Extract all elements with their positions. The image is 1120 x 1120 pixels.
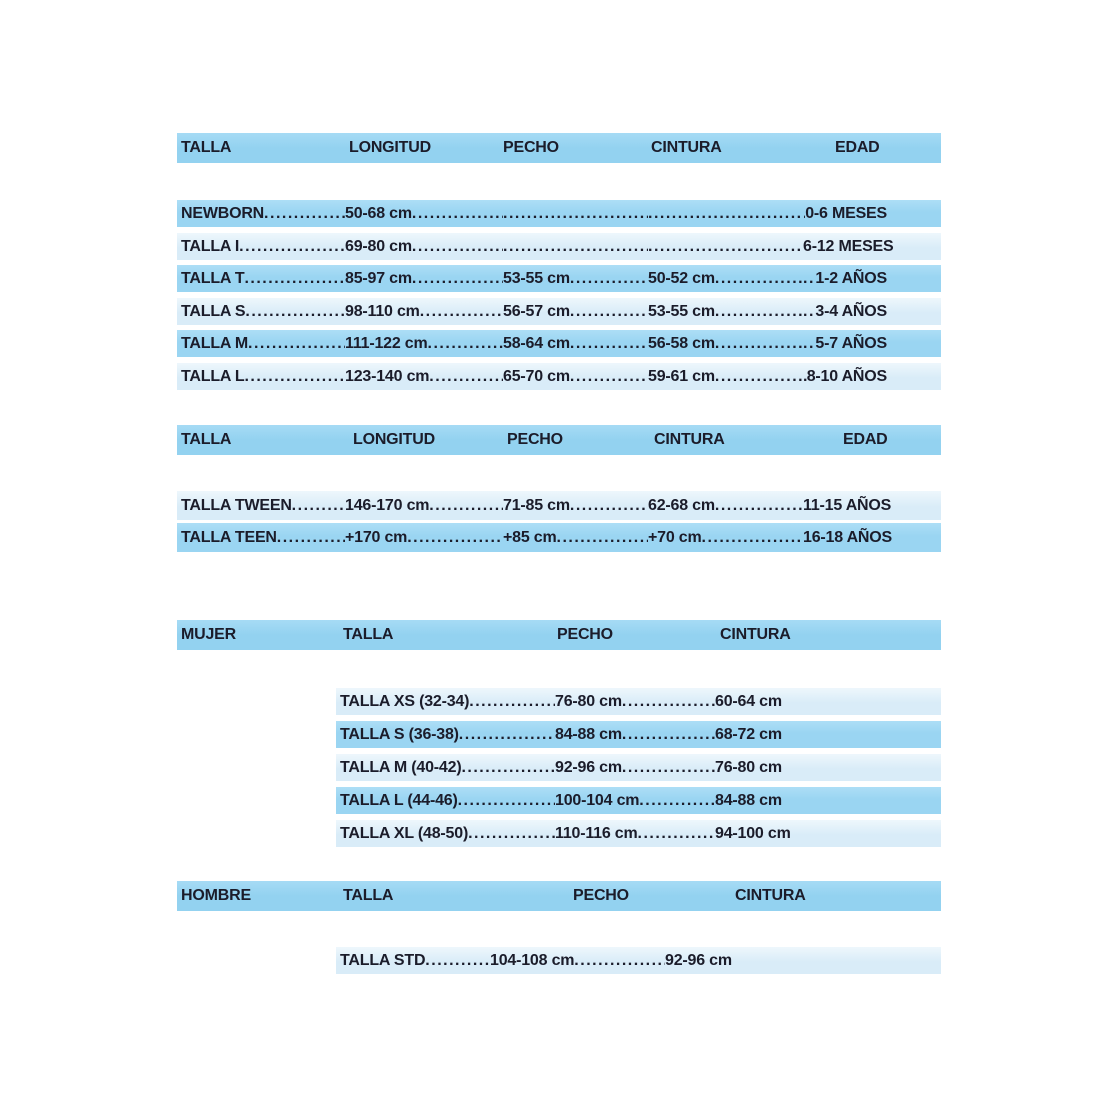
table-row	[177, 491, 941, 520]
cell-value: 0-6 MESES	[805, 205, 887, 222]
dot-leader	[264, 200, 345, 227]
cell-edad	[803, 298, 941, 325]
dot-leader	[468, 820, 555, 847]
cell-longitud	[345, 491, 503, 520]
cell-longitud	[345, 363, 503, 390]
cell-cintura	[715, 820, 941, 847]
cell-edad	[803, 200, 941, 227]
dot-leader	[557, 523, 648, 552]
cell-value: 65-70 cm	[503, 367, 570, 385]
table-row	[177, 200, 941, 227]
dot-leader	[570, 363, 648, 390]
cell-talla	[181, 523, 345, 552]
cell-value: 8-10 AÑOS	[806, 367, 887, 385]
column-header-pecho: PECHO	[557, 626, 613, 643]
cell-talla	[340, 787, 555, 814]
dot-leader	[407, 523, 503, 552]
cell-pecho	[555, 787, 715, 814]
cell-value: 58-64 cm	[503, 335, 570, 352]
column-header-longitud: LONGITUD	[349, 139, 431, 156]
dot-leader	[458, 787, 555, 814]
cell-value: 50-68 cm	[345, 205, 412, 222]
cell-longitud	[345, 233, 503, 260]
cell-value: 94-100 cm	[715, 825, 791, 842]
cell-value: 123-140 cm	[345, 367, 430, 385]
dot-leader	[622, 688, 715, 715]
column-header-talla: TALLA	[181, 431, 232, 448]
cell-value: TALLA T	[181, 270, 245, 287]
dot-leader	[648, 233, 803, 260]
cell-longitud	[345, 523, 503, 552]
column-header-pecho: PECHO	[573, 887, 629, 904]
cell-pecho	[490, 947, 665, 974]
cell-value: 146-170 cm	[345, 497, 430, 514]
column-header-pecho: PECHO	[503, 139, 559, 156]
cell-value: 92-96 cm	[555, 759, 622, 776]
cell-cintura	[715, 754, 941, 781]
cell-value: TALLA TEEN	[181, 529, 277, 546]
dot-leader	[469, 688, 555, 715]
cell-value: 11-15 AÑOS	[803, 497, 892, 514]
dot-leader	[803, 298, 815, 325]
column-header-cintura: CINTURA	[651, 139, 722, 156]
dot-leader	[461, 754, 555, 781]
kids-table-header	[177, 133, 941, 163]
dot-leader	[570, 298, 648, 325]
cell-value: TALLA M	[181, 335, 249, 352]
column-header-mujer: MUJER	[181, 626, 237, 643]
dot-leader	[570, 491, 648, 520]
dot-leader	[412, 200, 503, 227]
table-row	[177, 298, 941, 325]
dot-leader	[503, 233, 648, 260]
cell-talla	[181, 265, 345, 292]
column-header-cintura: CINTURA	[720, 626, 791, 643]
dot-leader	[245, 298, 345, 325]
cell-value: 76-80 cm	[715, 759, 782, 776]
kids-table-rows	[177, 200, 941, 395]
cell-cintura	[665, 947, 941, 974]
dot-leader	[715, 363, 803, 390]
cell-value: 69-80 cm	[345, 237, 412, 255]
cell-value: TALLA TWEEN	[181, 497, 292, 514]
column-header-pecho: PECHO	[507, 431, 563, 448]
cell-pecho	[555, 754, 715, 781]
column-header-hombre: HOMBRE	[181, 887, 251, 904]
cell-talla	[181, 330, 345, 357]
dot-leader	[622, 721, 715, 748]
dot-leader	[429, 491, 503, 520]
cell-value: 16-18 AÑOS	[803, 529, 893, 546]
table-row	[177, 523, 941, 552]
cell-talla	[340, 721, 555, 748]
dot-leader	[244, 265, 345, 292]
cell-value: TALLA L (44-46)	[340, 792, 458, 809]
cell-value: 92-96 cm	[665, 952, 732, 969]
dot-leader	[715, 491, 803, 520]
dot-leader	[248, 330, 345, 357]
teen-table-header	[177, 425, 941, 455]
cell-cintura	[648, 233, 803, 260]
cell-edad	[803, 491, 941, 520]
cell-value: 62-68 cm	[648, 497, 715, 514]
cell-pecho	[503, 265, 648, 292]
column-header-edad: EDAD	[843, 431, 888, 448]
cell-value: 98-110 cm	[345, 302, 420, 320]
cell-value: 5-7 AÑOS	[815, 335, 887, 352]
dot-leader	[715, 330, 803, 357]
cell-talla	[181, 363, 345, 390]
table-row	[177, 330, 941, 357]
table-row	[177, 363, 941, 390]
cell-edad	[803, 363, 941, 390]
dot-leader	[715, 265, 803, 292]
dot-leader	[715, 298, 803, 325]
cell-value: 50-52 cm	[648, 270, 715, 287]
cell-value: 60-64 cm	[715, 693, 782, 710]
column-header-longitud: LONGITUD	[353, 431, 435, 448]
table-row	[336, 947, 941, 974]
cell-value: 110-116 cm	[555, 825, 638, 842]
cell-edad	[803, 330, 941, 357]
dot-leader	[292, 491, 345, 520]
cell-value: 111-122 cm	[345, 335, 428, 352]
cell-value: 100-104 cm	[555, 792, 640, 809]
table-row	[177, 233, 941, 260]
cell-value: 53-55 cm	[648, 302, 715, 320]
teen-table-rows	[177, 491, 941, 555]
cell-value: 3-4 AÑOS	[815, 302, 887, 320]
cell-value: 56-57 cm	[503, 302, 570, 320]
cell-talla	[340, 688, 555, 715]
cell-longitud	[345, 298, 503, 325]
table-row	[336, 721, 941, 748]
cell-value: 1-2 AÑOS	[815, 270, 887, 287]
dot-leader	[648, 200, 803, 227]
cell-talla	[181, 491, 345, 520]
cell-value: NEWBORN	[181, 205, 265, 222]
dot-leader	[420, 298, 503, 325]
cell-talla	[181, 233, 345, 260]
cell-value: 56-58 cm	[648, 335, 715, 352]
dot-leader	[459, 721, 555, 748]
dot-leader	[638, 820, 715, 847]
cell-value: 76-80 cm	[555, 693, 622, 710]
cell-value: 85-97 cm	[345, 270, 412, 287]
cell-talla	[340, 947, 490, 974]
cell-value: TALLA S	[181, 302, 246, 320]
column-header-talla: TALLA	[343, 626, 394, 643]
cell-value: +70 cm	[648, 529, 702, 546]
dot-leader	[425, 947, 490, 974]
cell-value: TALLA M (40-42)	[340, 759, 462, 776]
cell-cintura	[648, 330, 803, 357]
dot-leader	[570, 265, 648, 292]
dot-leader	[803, 265, 815, 292]
mujer-table-header	[177, 620, 941, 650]
cell-value: TALLA S (36-38)	[340, 726, 459, 743]
cell-longitud	[345, 265, 503, 292]
cell-talla	[340, 754, 555, 781]
table-row	[336, 787, 941, 814]
table-row	[336, 754, 941, 781]
cell-value: TALLA XL (48-50)	[340, 825, 469, 842]
cell-value: 84-88 cm	[555, 726, 622, 743]
dot-leader	[803, 330, 815, 357]
cell-value: 59-61 cm	[648, 367, 715, 385]
cell-pecho	[503, 233, 648, 260]
column-header-cintura: CINTURA	[654, 431, 725, 448]
cell-edad	[803, 265, 941, 292]
cell-value: TALLA L	[181, 367, 245, 385]
cell-pecho	[503, 523, 648, 552]
dot-leader	[503, 200, 648, 227]
cell-talla	[340, 820, 555, 847]
hombre-table-header	[177, 881, 941, 911]
cell-value: 71-85 cm	[503, 497, 570, 514]
cell-cintura	[648, 363, 803, 390]
dot-leader	[639, 787, 715, 814]
dot-leader	[244, 363, 345, 390]
cell-cintura	[715, 787, 941, 814]
cell-pecho	[503, 363, 648, 390]
cell-pecho	[555, 688, 715, 715]
cell-value: 84-88 cm	[715, 792, 782, 809]
cell-pecho	[555, 820, 715, 847]
dot-leader	[239, 233, 345, 260]
cell-cintura	[648, 265, 803, 292]
dot-leader	[429, 363, 503, 390]
column-header-talla: TALLA	[343, 887, 394, 904]
cell-value: 53-55 cm	[503, 270, 570, 287]
cell-cintura	[648, 491, 803, 520]
cell-longitud	[345, 200, 503, 227]
cell-pecho	[503, 298, 648, 325]
dot-leader	[570, 330, 648, 357]
dot-leader	[574, 947, 665, 974]
cell-longitud	[345, 330, 503, 357]
cell-pecho	[503, 491, 648, 520]
mujer-table-rows	[177, 688, 941, 853]
dot-leader	[277, 523, 345, 552]
column-header-talla: TALLA	[181, 139, 232, 156]
table-row	[336, 688, 941, 715]
cell-value: TALLA I	[181, 237, 240, 255]
cell-pecho	[555, 721, 715, 748]
cell-cintura	[715, 721, 941, 748]
cell-edad	[803, 233, 941, 260]
column-header-cintura: CINTURA	[735, 887, 806, 904]
table-row	[177, 265, 941, 292]
dot-leader	[702, 523, 803, 552]
cell-value: +85 cm	[503, 529, 557, 546]
column-header-edad: EDAD	[835, 139, 880, 156]
cell-cintura	[648, 200, 803, 227]
dot-leader	[412, 265, 503, 292]
hombre-table-rows	[177, 947, 941, 980]
cell-value: 104-108 cm	[490, 952, 575, 969]
cell-value: TALLA XS (32-34)	[340, 693, 470, 710]
cell-pecho	[503, 200, 648, 227]
dot-leader	[428, 330, 503, 357]
cell-cintura	[648, 523, 803, 552]
cell-value: +170 cm	[345, 529, 408, 546]
cell-cintura	[648, 298, 803, 325]
cell-value: TALLA STD	[340, 952, 426, 969]
cell-edad	[803, 523, 941, 552]
cell-value: 68-72 cm	[715, 726, 782, 743]
cell-value: 6-12 MESES	[803, 237, 894, 255]
cell-cintura	[715, 688, 941, 715]
table-row	[336, 820, 941, 847]
dot-leader	[412, 233, 503, 260]
cell-pecho	[503, 330, 648, 357]
cell-talla	[181, 298, 345, 325]
dot-leader	[622, 754, 715, 781]
cell-talla	[181, 200, 345, 227]
